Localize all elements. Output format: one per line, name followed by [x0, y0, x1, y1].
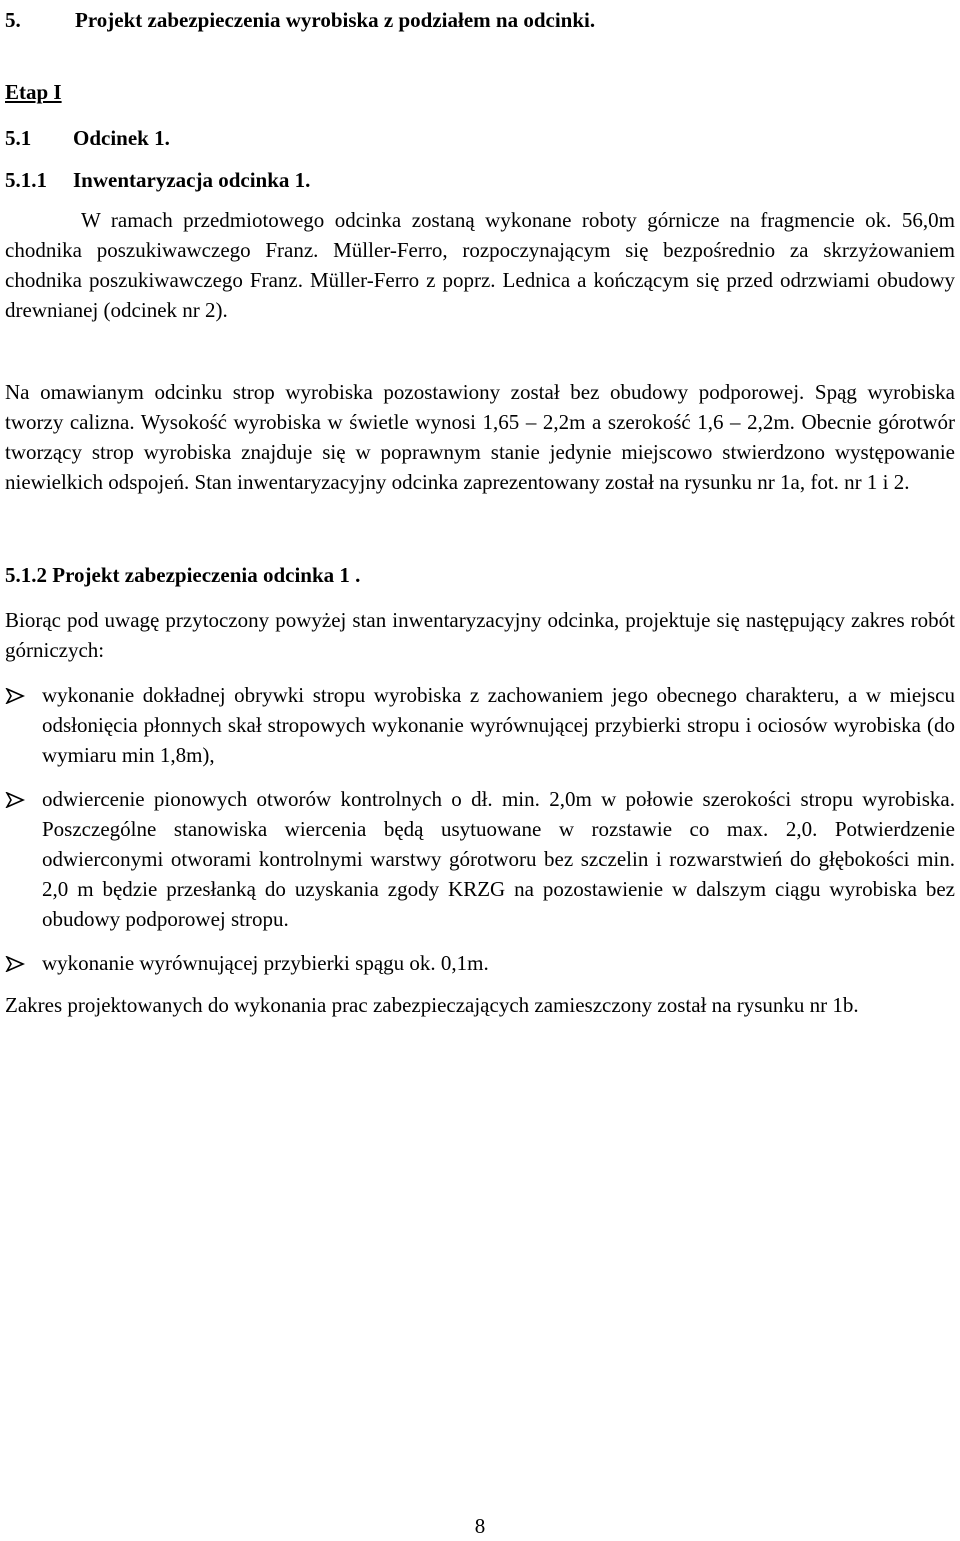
works-list — [5, 680, 955, 992]
inventory-heading — [5, 165, 310, 195]
project-heading: 5.1.2 Projekt zabezpieczenia odcinka 1 . — [5, 563, 361, 587]
inventory-paragraph: W ramach przedmiotowego odcinka zostaną wykonane roboty górnicze na fragmencie ok. 56,0m chodnika poszukiwawczego Franz. Müller-Ferro, rozpoczynającym się bezpośrednio za skrzyżowaniem chodnika poszukiwawczego Franz. Müller-Ferro z poprz. Lednica a kończącym się przed odrzwiami obudowy drewnianej (odcinek nr 2). — [5, 208, 955, 322]
arrowhead-bullet-icon — [5, 956, 25, 972]
summary-paragraph: Zakres projektowanych do wykonania prac zabezpieczających zamieszczony został na rysunku nr 1b. — [5, 993, 859, 1017]
list-item — [5, 948, 955, 978]
inventory-title: Inwentaryzacja odcinka 1. — [73, 168, 311, 192]
inventory-number: 5.1.1 — [5, 168, 47, 192]
list-item-text: wykonanie wyrównującej przybierki spągu ok. 0,1m. — [42, 951, 489, 975]
list-item — [5, 680, 955, 770]
list-item — [5, 784, 955, 934]
page-number: 8 — [474, 1514, 486, 1538]
project-intro-paragraph: Biorąc pod uwagę przytoczony powyżej stan inwentaryzacyjny odcinka, projektuje się następujący zakres robót górniczych: — [5, 608, 955, 662]
subsection-title: Odcinek 1. — [73, 126, 170, 150]
etap-heading: Etap I — [5, 80, 62, 104]
arrowhead-bullet-icon — [5, 792, 25, 808]
arrowhead-bullet-icon — [5, 688, 25, 704]
list-item-text: wykonanie dokładnej obrywki stropu wyrobiska z zachowaniem jego obecnego charakteru, a w miejscu odsłonięcia płonnych skał stropowych wykonanie wyrównującej przybierki stropu i ociosów wyrobiska (do wymiaru min 1,8m), — [42, 683, 955, 767]
section-heading — [5, 5, 595, 35]
list-item-text: odwiercenie pionowych otworów kontrolnych o dł. min. 2,0m w połowie szerokości stropu wyrobiska. Poszczególne stanowiska wiercenia będą usytuowane w rozstawie co max. 2,0. Potwierdzenie odwierconymi otworami kontrolnymi warstwy górotworu bez szczelin i rozwarstwień do głębokości min. 2,0 m będzie przesłanką do uzyskania zgody KRZG na pozostawienie w dalszym ciągu wyrobiska bez obudowy podporowej stropu. — [42, 787, 955, 931]
section-number: 5. — [5, 8, 21, 32]
section-title: Projekt zabezpieczenia wyrobiska z podziałem na odcinki. — [75, 8, 596, 32]
condition-paragraph: Na omawianym odcinku strop wyrobiska pozostawiony został bez obudowy podporowej. Spąg wyrobiska tworzy calizna. Wysokość wyrobiska w świetle wynosi 1,65 – 2,2m a szerokość 1,6 – 2,2m. Obecnie górotwór tworzący strop wyrobiska znajduje się w poprawnym stanie jedynie miejscowo stwierdzono występowanie niewielkich odspojeń. Stan inwentaryzacyjny odcinka zaprezentowany został na rysunku nr 1a, fot. nr 1 i 2. — [5, 380, 955, 494]
subsection-number: 5.1 — [5, 126, 32, 150]
subsection-heading — [5, 123, 170, 153]
